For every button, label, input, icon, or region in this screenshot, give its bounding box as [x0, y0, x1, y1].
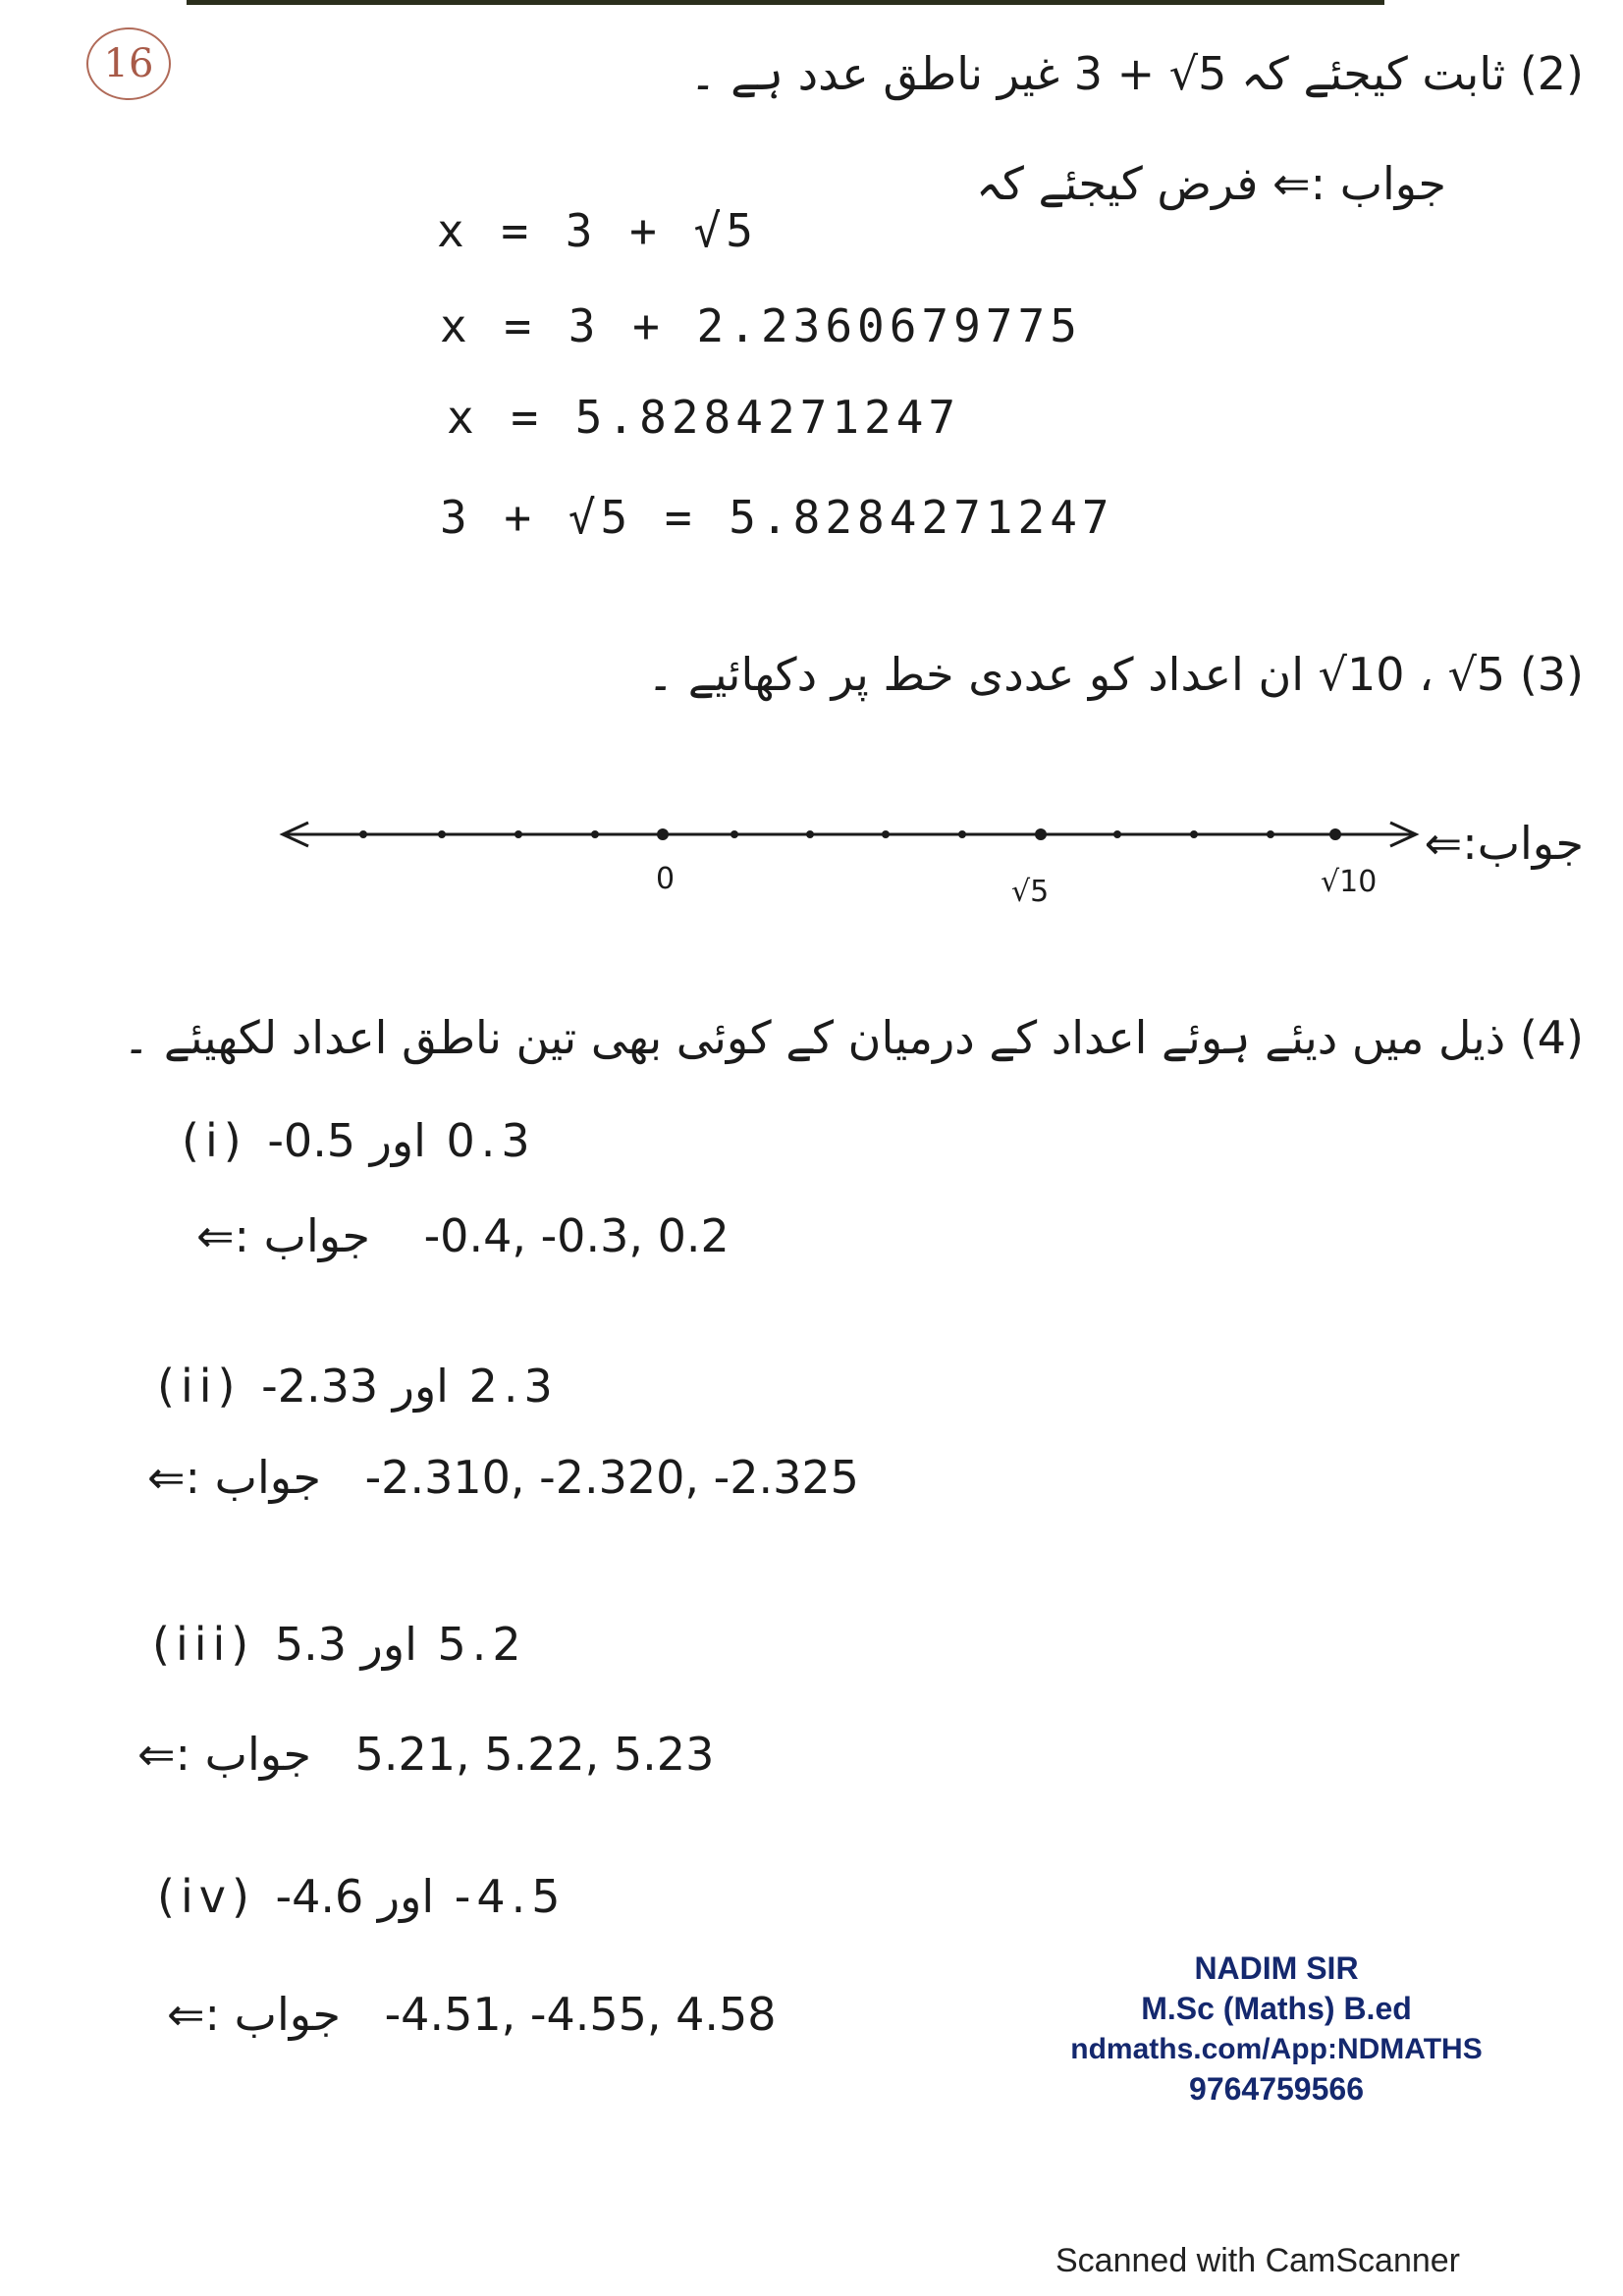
q4-part-3-pair: 5.2 اور 5.3 — [274, 1618, 527, 1671]
q4-number: (4) — [1519, 1011, 1584, 1064]
scanner-watermark: Scanned with CamScanner — [1055, 2242, 1461, 2279]
q4-part-2-answer: -2.310, -2.320, -2.325 — [364, 1451, 859, 1504]
page-number-circle — [86, 27, 171, 100]
q4-part-2-label: (ii) — [157, 1360, 242, 1413]
q4-part-1-row — [182, 1114, 536, 1167]
number-line-sqrt10-label: √10 — [1321, 865, 1378, 899]
number-line-dot — [359, 830, 367, 838]
number-line-dot — [806, 830, 814, 838]
q4-part-3-row — [152, 1618, 527, 1671]
q3-statement: 5√ ، 10√ ان اعداد کو عددی خط پر دکھائیے ۔ — [647, 648, 1506, 701]
stamp-website: ndmaths.com/App:NDMATHS — [1070, 2033, 1483, 2065]
q4-part-4-answer: -4.51, -4.55, 4.58 — [384, 1988, 777, 2041]
q4-part-4-pair: 4.5- اور 4.6- — [275, 1870, 567, 1923]
q4-part-3-answer-label: جواب :⇐ — [137, 1728, 311, 1781]
number-line — [265, 805, 1443, 913]
q2-step-2: x = 3 + 2.2360679775 — [440, 299, 1082, 352]
q4-part-4-label: (iv) — [157, 1870, 255, 1923]
q4-part-2-row — [157, 1360, 559, 1413]
number-line-dot — [591, 830, 599, 838]
q4-part-4-row — [157, 1870, 567, 1923]
q4-part-2-answer-row — [147, 1451, 859, 1504]
q2-statement-row — [690, 47, 1584, 100]
q4-part-3-answer-row — [137, 1728, 714, 1781]
q4-part-2-pair: 2.3 اور 2.33- — [261, 1360, 559, 1413]
q2-answer-intro: جواب :⇐ فرض کیجئے کہ — [976, 157, 1446, 210]
number-line-dot — [882, 830, 890, 838]
q2-number: (2) — [1519, 47, 1584, 100]
number-line-dot — [1190, 830, 1198, 838]
q4-part-1-label: (i) — [182, 1114, 247, 1167]
stamp-phone: 9764759566 — [1189, 2071, 1364, 2107]
q4-part-3-answer: 5.21, 5.22, 5.23 — [354, 1728, 715, 1781]
number-line-dot — [438, 830, 446, 838]
q2-step-1: x = 3 + √5 — [437, 204, 758, 257]
stamp-name: NADIM SIR — [1194, 1950, 1359, 1986]
number-line-dot — [657, 828, 669, 840]
q4-part-2-answer-label: جواب :⇐ — [147, 1451, 321, 1504]
number-line-dot — [1267, 830, 1274, 838]
q4-statement: ذیل میں دیئے ہوئے اعداد کے درمیان کے کوئی بھی تین ناطق اعداد لکھیئے ۔ — [123, 1011, 1506, 1064]
stamp-degree: M.Sc (Maths) B.ed — [1141, 1991, 1412, 2026]
top-edge-line — [187, 0, 1384, 5]
number-line-dot — [1035, 828, 1047, 840]
q4-part-3-label: (iii) — [152, 1618, 255, 1671]
q4-part-1-answer-label: جواب :⇐ — [196, 1209, 370, 1262]
number-line-dot — [958, 830, 966, 838]
q4-part-1-answer-row — [196, 1209, 730, 1262]
q3-number: (3) — [1519, 648, 1584, 701]
q4-part-4-answer-label: جواب :⇐ — [167, 1988, 341, 2041]
number-line-dot — [1329, 828, 1341, 840]
number-line-sqrt5-label: √5 — [1011, 875, 1050, 909]
q2-statement: ثابت کیجئے کہ 5√ + 3 غیر ناطق عدد ہے ۔ — [689, 47, 1506, 100]
author-stamp — [1070, 1949, 1483, 2109]
number-line-dot — [1113, 830, 1121, 838]
q4-part-1-answer: -0.4, -0.3, 0.2 — [423, 1209, 730, 1262]
q2-step-4: 3 + √5 = 5.8284271247 — [440, 491, 1114, 544]
q3-answer-label: جواب:⇐ — [1424, 817, 1584, 870]
q4-statement-row — [123, 1011, 1584, 1064]
page-number: 16 — [103, 41, 154, 86]
q4-part-1-pair: 0.3 اور 0.5- — [267, 1114, 536, 1167]
q3-statement-row — [647, 648, 1584, 701]
number-line-zero-label: 0 — [656, 862, 676, 896]
q2-step-3: x = 5.8284271247 — [447, 391, 961, 444]
q4-part-4-answer-row — [167, 1988, 777, 2041]
number-line-dot — [514, 830, 522, 838]
number-line-dot — [730, 830, 738, 838]
